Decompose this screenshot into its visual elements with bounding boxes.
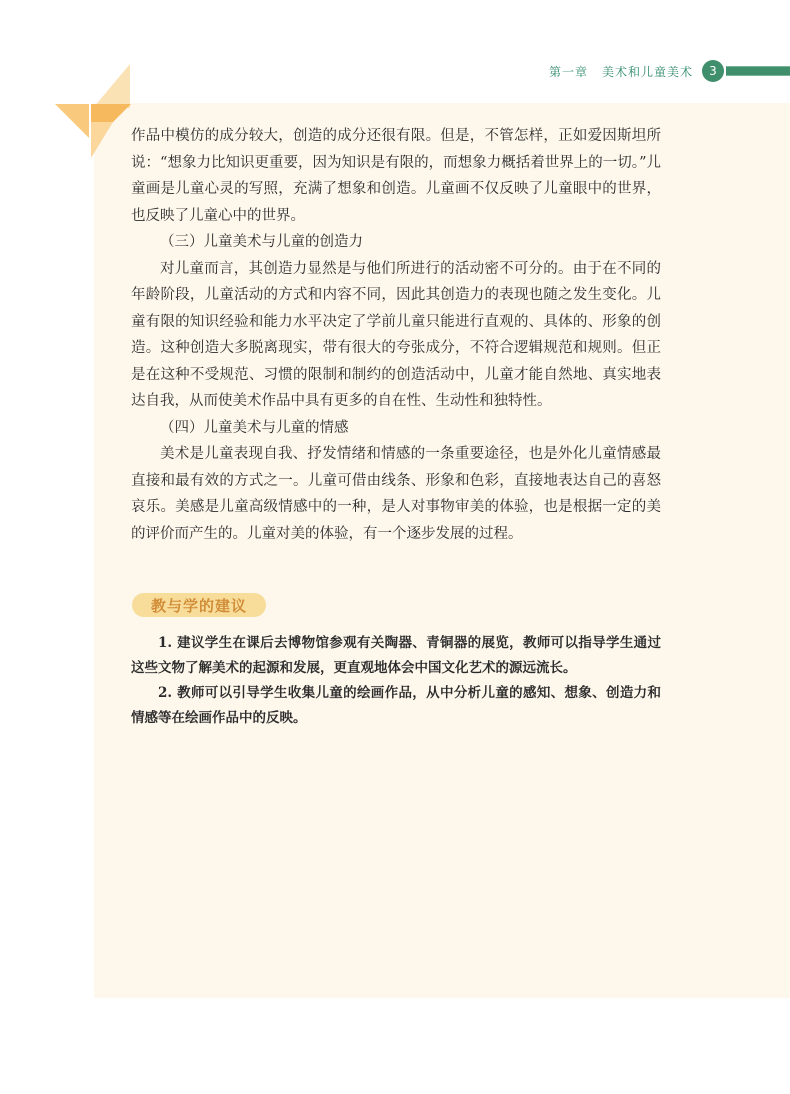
page-number-badge: 3 <box>702 60 724 82</box>
chapter-title: 美术和儿童美术 <box>601 64 693 79</box>
tangram-decoration <box>55 64 135 160</box>
section-heading: （四）儿童美术与儿童的情感 <box>160 419 349 436</box>
header-bar <box>726 66 790 76</box>
body-text <box>131 123 661 547</box>
paragraph: 作品中模仿的成分较大，创造的成分还很有限。但是，不管怎样，正如爱因斯坦所说：“想象力比知识更重要，因为知识是有限的，而想象力概括着世界上的一切。”儿童画是儿童心灵的写照，充满了想象和创造。儿童画不仅反映了儿童眼中的世界，也反映了儿童心中的世界。 <box>131 128 661 224</box>
tip-item: 2. 教师可以引导学生收集儿童的绘画作品，从中分析儿童的感知、想象、创造力和情感等在绘画作品中的反映。 <box>131 685 661 726</box>
chapter-label: 第一章 <box>548 64 588 79</box>
running-head <box>549 59 790 83</box>
deco-triangle-left <box>55 104 89 138</box>
deco-triangle-light <box>93 64 130 108</box>
paragraph: 对儿童而言，其创造力显然是与他们所进行的活动密不可分的。由于在不同的年龄阶段，儿童活动的方式和内容不同，因此其创造力的表现也随之发生变化。儿童有限的知识经验和能力水平决定了学前儿童只能进行直观的、具体的、形象的创造。这种创造大多脱离现实，带有很大的夸张成分，不符合逻辑规范和规则。但正是在这种不受规范、习惯的限制和制约的创造活动中，儿童才能自然地、真实地表达自我，从而使美术作品中具有更多的自在性、生动性和独特性。 <box>131 260 661 409</box>
tip-item: 1. 建议学生在课后去博物馆参观有关陶器、青铜器的展览，教师可以指导学生通过这些文物了解美术的起源和发展，更直观地体会中国文化艺术的源远流长。 <box>131 635 661 676</box>
tips-heading-box <box>132 593 266 617</box>
paragraph: 美术是儿童表现自我、抒发情绪和情感的一条重要途径，也是外化儿童情感最直接和最有效的方式之一。儿童可借由线条、形象和色彩，直接地表达自己的喜怒哀乐。美感是儿童高级情感中的一种，是人对事物审美的体验，也是根据一定的美的评价而产生的。儿童对美的体验，有一个逐步发展的过程。 <box>131 446 661 542</box>
deco-triangle-small <box>91 122 113 158</box>
section-heading: （三）儿童美术与儿童的创造力 <box>160 234 363 250</box>
tips-heading: 教与学的建议 <box>151 596 248 615</box>
tips-list <box>131 631 661 731</box>
